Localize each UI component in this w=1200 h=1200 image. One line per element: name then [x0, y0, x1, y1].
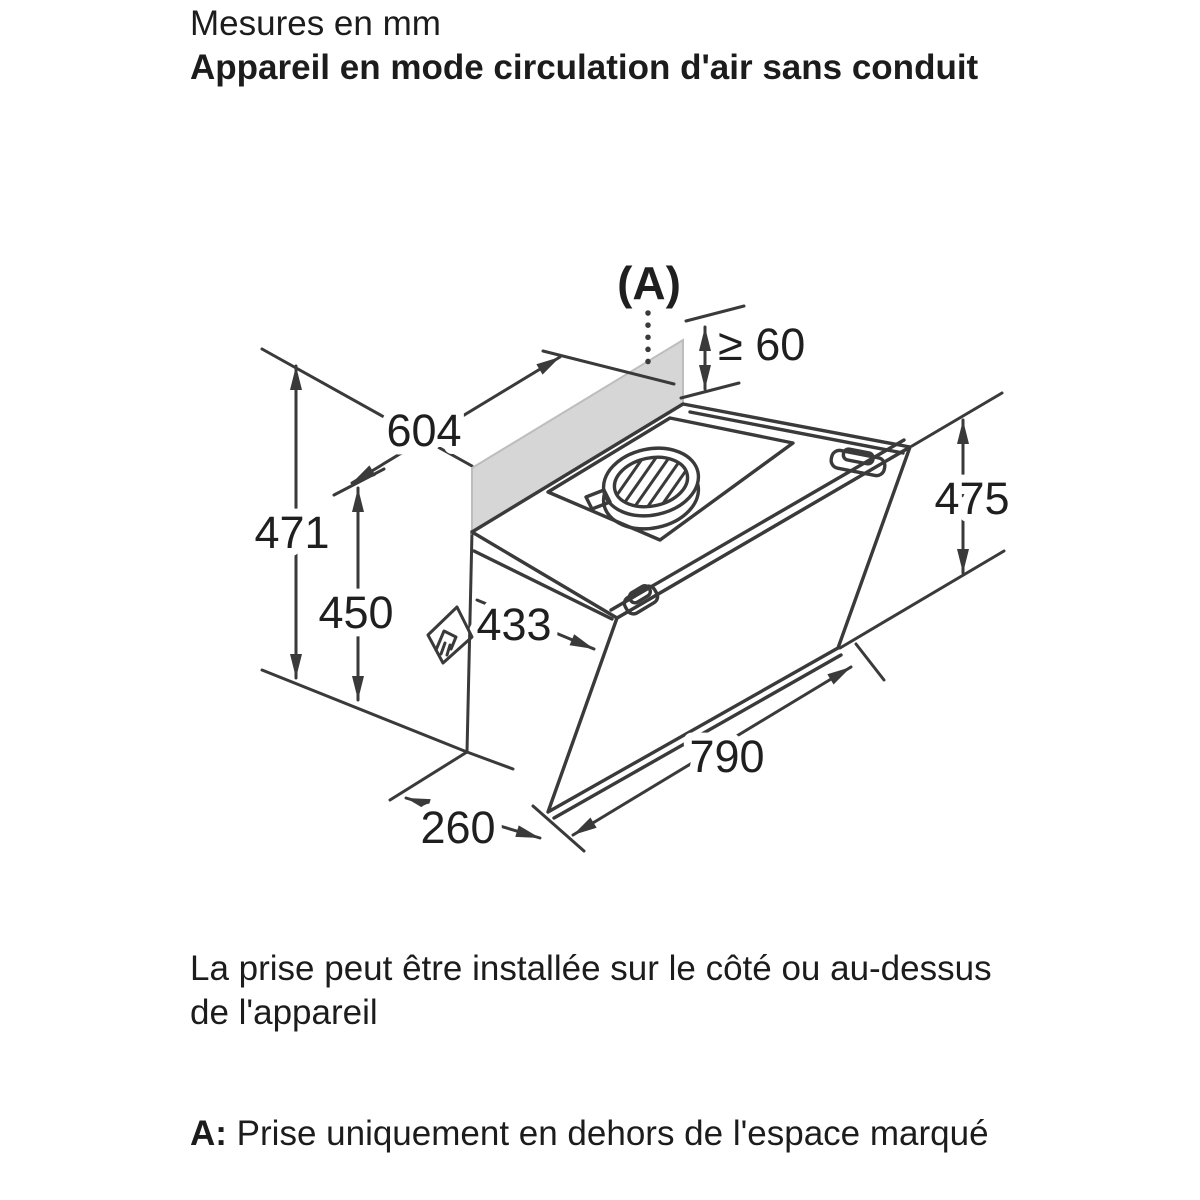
- mode-title: Appareil en mode circulation d'air sans conduit: [190, 47, 979, 87]
- wall-base-left-extension: [390, 752, 467, 800]
- dim-433: [476, 599, 594, 650]
- dim-label: 433: [476, 599, 552, 650]
- wall-bottom-edge: [262, 670, 467, 752]
- dim-tick: [856, 644, 884, 680]
- dim-tick: [912, 393, 1002, 446]
- units-note: Mesures en mm: [190, 4, 441, 43]
- dim-label: 475: [934, 473, 1010, 524]
- hood-symbol-icon: [428, 607, 472, 663]
- wall-base-right: [467, 752, 513, 769]
- socket-note-text: La prise peut être installée sur le côté ou au-dessus de l'appareil: [190, 949, 992, 1032]
- dim-label: 790: [689, 731, 765, 782]
- point-a-note-text: Prise uniquement en dehors de l'espace marqué: [236, 1114, 989, 1153]
- dim-tick: [681, 383, 739, 398]
- dim-label: 260: [420, 802, 496, 853]
- dim-clearance-60: [681, 306, 805, 398]
- dim-450: [318, 488, 393, 700]
- point-a-note: [190, 1112, 1054, 1156]
- dim-label: 604: [386, 405, 462, 456]
- dim-label: 471: [254, 507, 330, 558]
- dim-label: 450: [318, 587, 394, 638]
- socket-note: [190, 947, 1002, 1035]
- dim-label: ≥ 60: [718, 319, 806, 370]
- point-a-note-prefix: A:: [190, 1114, 227, 1153]
- point-a-label: (A): [617, 257, 681, 309]
- dim-tick: [533, 806, 584, 851]
